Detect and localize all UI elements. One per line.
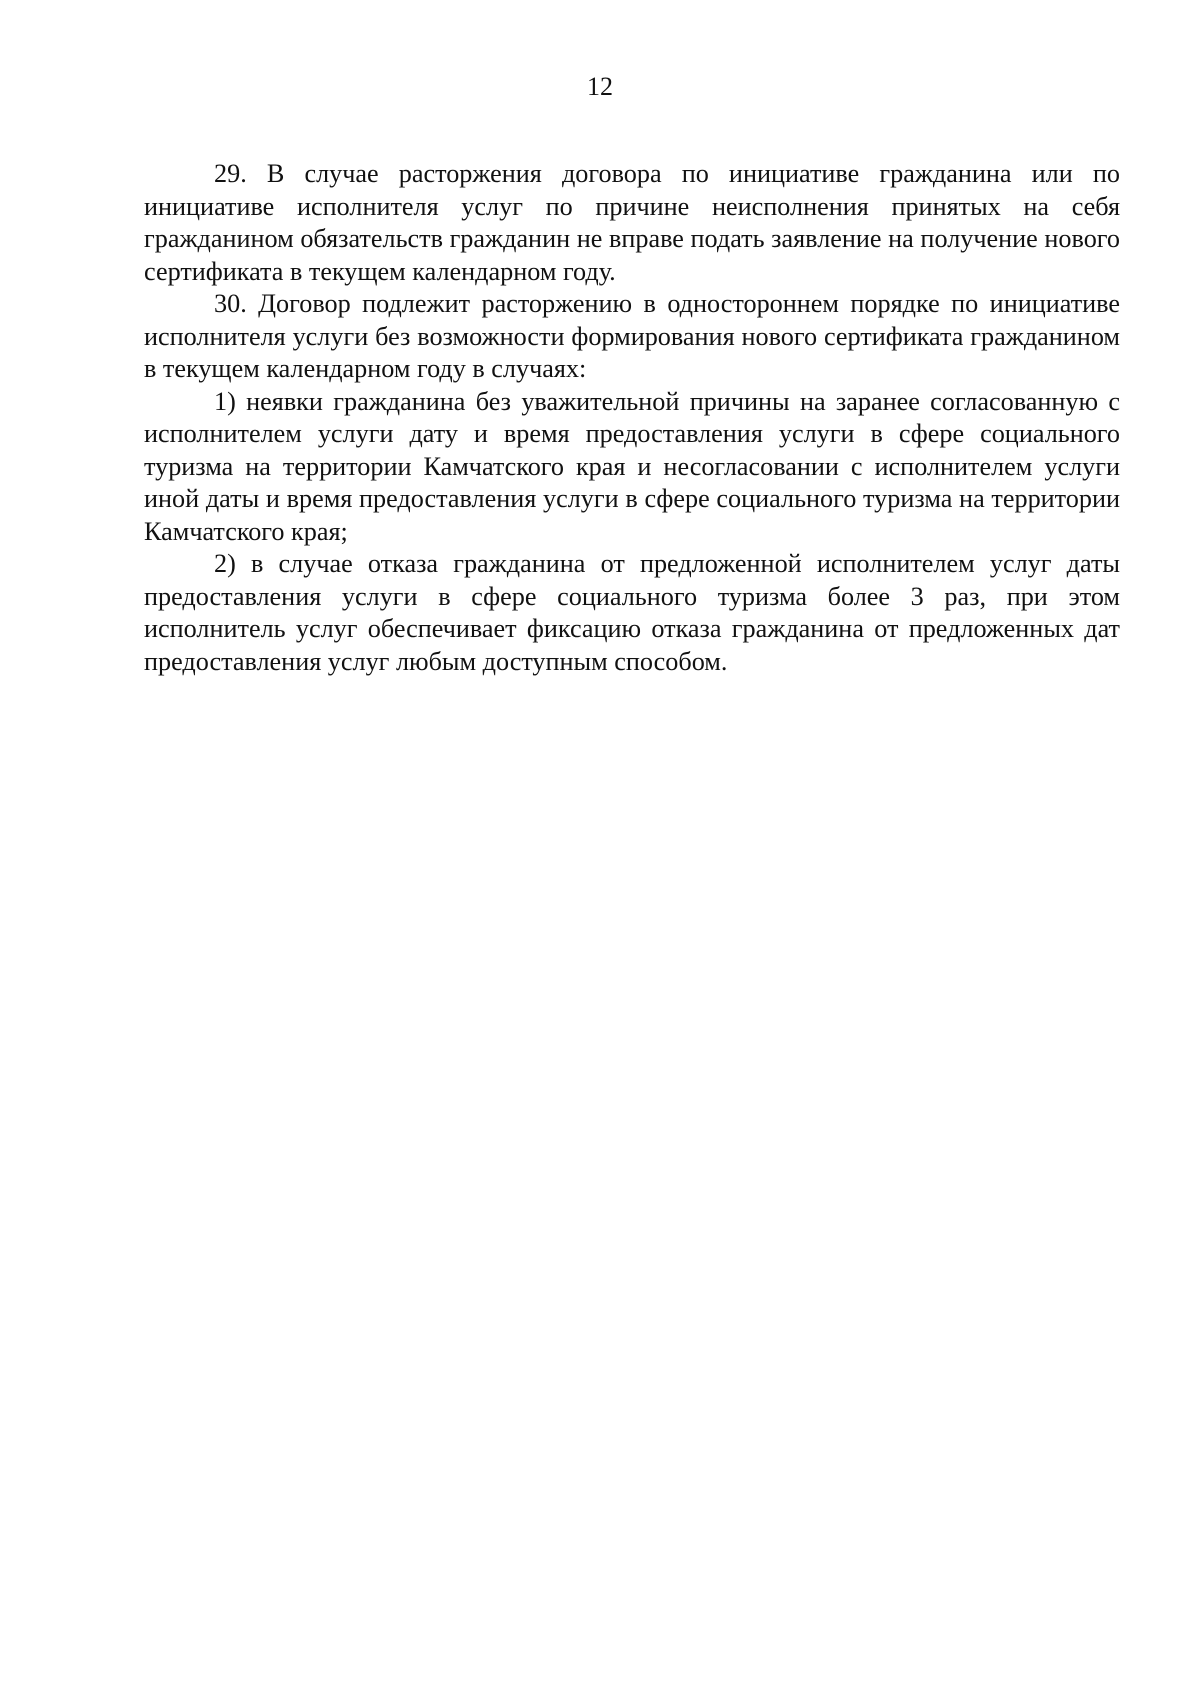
page-number: 12 — [587, 72, 613, 101]
list-item-2: 2) в случае отказа гражданина от предложенной исполнителем услуг даты предоставления услуги в сфере социального туризма более 3 раз, при этом исполнитель услуг обеспечивает фиксацию отказа гражданина от предложенных дат предоставления услуг любым доступным способом. — [144, 549, 1120, 676]
paragraph-30: 30. Договор подлежит расторжению в одностороннем порядке по инициативе исполнителя услуги без возможности формирования нового сертификата гражданином в текущем календарном году в случаях: — [144, 289, 1120, 383]
list-item-1: 1) неявки гражданина без уважительной причины на заранее согласованную с исполнителем услуги дату и время предоставления услуги в сфере социального туризма на территории Камчатского края и несогласовании с исполнителем услуги иной даты и время предоставления услуги в сфере социального туризма на территории Камчатского края; — [144, 386, 1120, 546]
document-body — [144, 158, 1120, 678]
paragraph-29: 29. В случае расторжения договора по инициативе гражданина или по инициативе исполнителя услуг по причине неисполнения принятых на себя гражданином обязательств гражданин не вправе подать заявление на получение нового сертификата в текущем календарном году. — [144, 159, 1120, 286]
